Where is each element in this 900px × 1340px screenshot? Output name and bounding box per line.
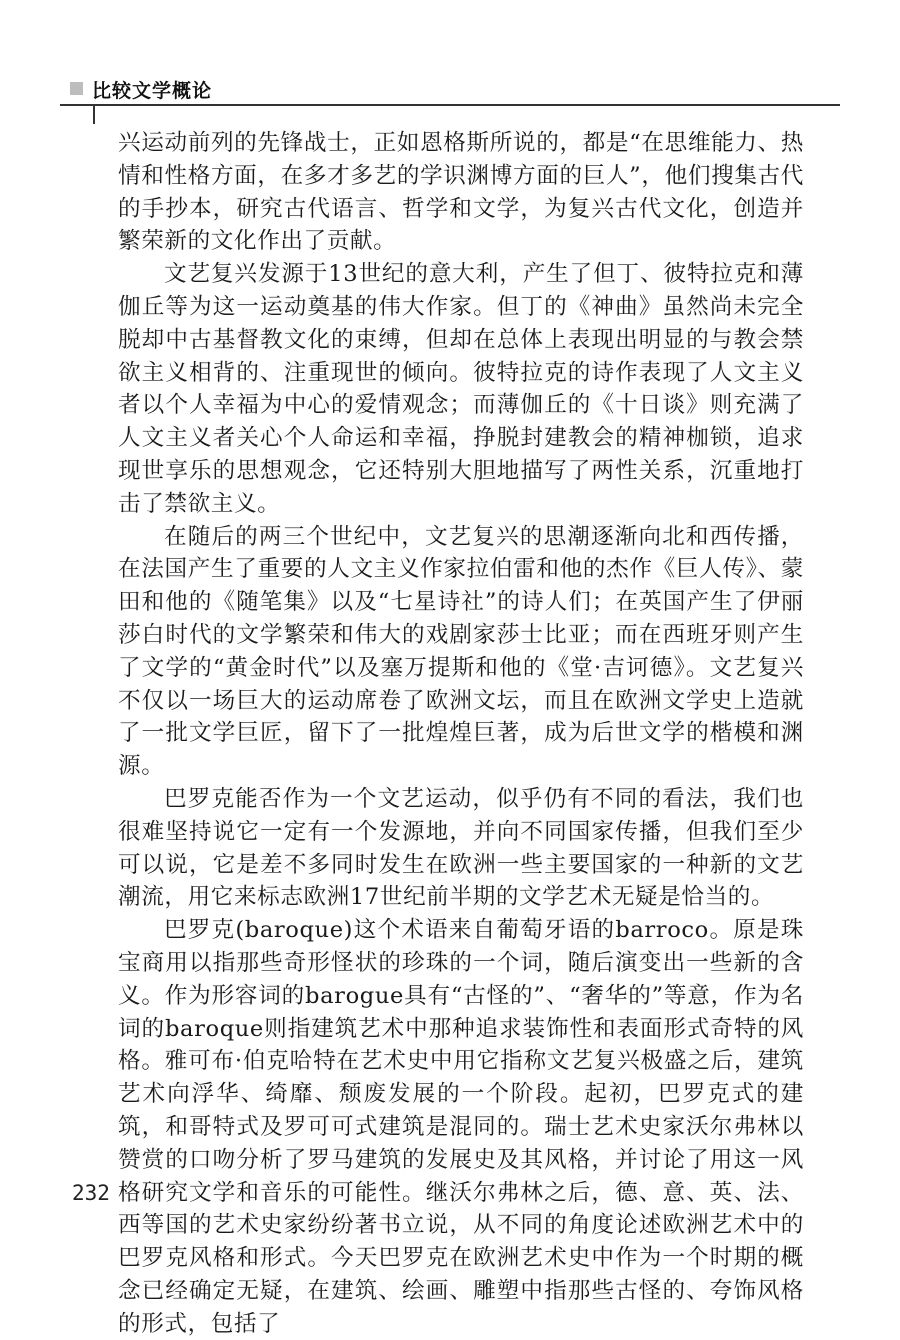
paragraph: 文艺复兴发源于13世纪的意大利，产生了但丁、彼特拉克和薄伽丘等为这一运动奠基的伟大作家。但丁的《神曲》虽然尚未完全脱却中古基督教文化的束缚，但却在总体上表现出明显的与教会禁欲主义相背的、注重现世的倾向。彼特拉克的诗作表现了人文主义者以个人幸福为中心的爱情观念；而薄伽丘的《十日谈》则充满了人文主义者关心个人命运和幸福，挣脱封建教会的精神枷锁，追求现世享乐的思想观念，它还特别大胆地描写了两性关系，沉重地打击了禁欲主义。 — [118, 261, 804, 517]
page-number: 232 — [72, 1181, 110, 1205]
header-marker-square — [70, 82, 83, 95]
paragraph: 巴罗克(baroque)这个术语来自葡萄牙语的barroco。原是珠宝商用以指那些奇形怪状的珍珠的一个词，随后演变出一些新的含义。作为形容词的barogue具有“古怪的”、“奢华的”等意，作为名词的baroque则指建筑艺术中那种追求装饰性和表面形式奇特的风格。雅可布·伯克哈特在艺术史中用它指称文艺复兴极盛之后，建筑艺术向浮华、绮靡、颓废发展的一个阶段。起初，巴罗克式的建筑，和哥特式及罗可可式建筑是混同的。瑞士艺术史家沃尔弗林以赞赏的口吻分析了罗马建筑的发展史及其风格，并讨论了用这一风格研究文学和音乐的可能性。继沃尔弗林之后，德、意、英、法、西等国的艺术史家纷纷著书立说，从不同的角度论述欧洲艺术中的巴罗克风格和形式。今天巴罗克在欧洲艺术史中作为一个时期的概念已经确定无疑，在建筑、绘画、雕塑中指那些古怪的、夸饰风格的形式，包括了 — [118, 917, 804, 1337]
body-text — [118, 127, 804, 1340]
paragraph: 在随后的两三个世纪中，文艺复兴的思潮逐渐向北和西传播，在法国产生了重要的人文主义作家拉伯雷和他的杰作《巨人传》、蒙田和他的《随笔集》以及“七星诗社”的诗人们；在英国产生了伊丽莎白时代的文学繁荣和伟大的戏剧家莎士比亚；而在西班牙则产生了文学的“黄金时代”以及塞万提斯和他的《堂·吉诃德》。文艺复兴不仅以一场巨大的运动席卷了欧洲文坛，而且在欧洲文学史上造就了一批文学巨匠，留下了一批煌煌巨著，成为后世文学的楷模和渊源。 — [118, 523, 804, 780]
running-header — [0, 62, 900, 122]
header-vertical-rule — [93, 104, 95, 124]
header-rule — [60, 104, 840, 106]
book-title: 比较文学概论 — [92, 80, 213, 102]
paragraph: 兴运动前列的先锋战士，正如恩格斯所说的，都是“在思维能力、热情和性格方面，在多才多艺的学识渊博方面的巨人”，他们搜集古代的手抄本，研究古代语言、哲学和文学，为复兴古代文化，创造并繁荣新的文化作出了贡献。 — [118, 130, 804, 255]
paragraph: 巴罗克能否作为一个文艺运动，似乎仍有不同的看法，我们也很难坚持说它一定有一个发源地，并向不同国家传播，但我们至少可以说，它是差不多同时发生在欧洲一些主要国家的一种新的文艺潮流，用它来标志欧洲17世纪前半期的文学艺术无疑是恰当的。 — [118, 785, 804, 911]
